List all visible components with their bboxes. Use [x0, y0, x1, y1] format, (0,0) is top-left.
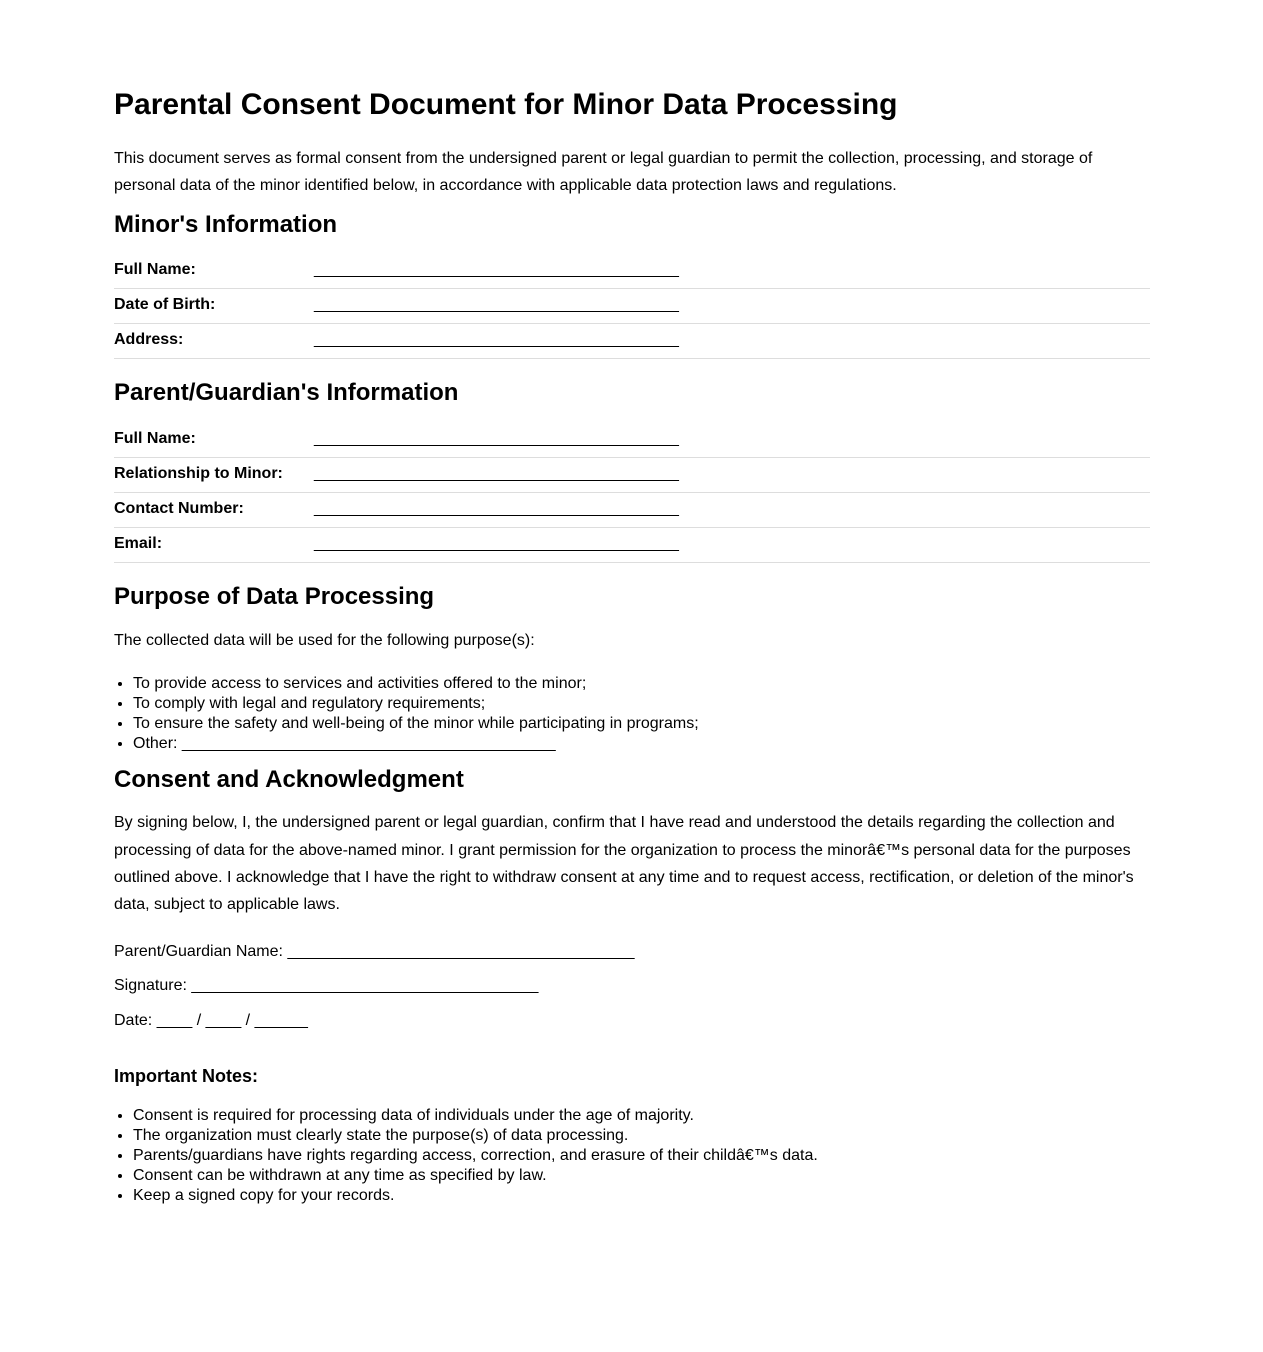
- list-item: • To provide access to services and activities offered to the minor;: [133, 674, 1150, 694]
- guardian-fields: [114, 423, 1150, 563]
- section-heading-purpose: Purpose of Data Processing: [114, 583, 435, 611]
- consent-paragraph: By signing below, I, the undersigned parent or legal guardian, confirm that I have read and understood the details regarding the collection and processing of data for the above-named minor. I grant permission for the organization to process the minorâ€™s personal data for the purposes outlined above. I acknowledge that I have the right to withdraw consent at any time and to request access, rectification, or deletion of the minor's data, subject to applicable laws.: [114, 814, 1134, 913]
- purpose-list: [114, 674, 1150, 754]
- field-blank-line: _________________________________________: [314, 331, 679, 349]
- field-row-guardian-email: [114, 528, 1150, 563]
- field-label: Email:: [114, 535, 163, 553]
- signature-block: [114, 942, 1150, 1030]
- field-label: Contact Number:: [114, 500, 244, 518]
- field-label: Date of Birth:: [114, 296, 216, 314]
- notes-heading: Important Notes:: [114, 1065, 258, 1086]
- signature-name-label: Parent/Guardian Name:: [114, 943, 283, 961]
- field-row-minor-address: [114, 324, 1150, 359]
- field-label: Relationship to Minor:: [114, 465, 283, 483]
- section-heading-minor: Minor's Information: [114, 210, 338, 238]
- field-blank-line: _________________________________________: [314, 500, 679, 518]
- field-blank-line: _________________________________________: [314, 430, 679, 448]
- signature-date-row: [114, 1011, 1150, 1030]
- section-heading-consent: Consent and Acknowledgment: [114, 765, 464, 793]
- field-label: Full Name:: [114, 261, 196, 279]
- list-item: • The organization must clearly state the purpose(s) of data processing.: [133, 1126, 1150, 1146]
- notes-list: [114, 1106, 1150, 1206]
- field-label: Address:: [114, 331, 184, 349]
- signature-blank-line: _______________________________________: [191, 977, 539, 995]
- field-row-guardian-full-name: [114, 423, 1150, 458]
- signature-label: Signature:: [114, 977, 187, 995]
- field-blank-line: _________________________________________: [314, 261, 679, 279]
- signature-sign-row: [114, 976, 1150, 995]
- list-item: • Consent is required for processing data of individuals under the age of majority.: [133, 1106, 1150, 1126]
- field-row-minor-full-name: [114, 254, 1150, 289]
- purpose-lead: The collected data will be used for the following purpose(s):: [114, 631, 535, 649]
- list-item: • Parents/guardians have rights regarding access, correction, and erasure of their childâ€™s data.: [133, 1146, 1150, 1166]
- list-item-other-blank-line: • Other: __________________________________________: [133, 734, 1150, 754]
- field-row-minor-date-of-birth: [114, 289, 1150, 324]
- field-row-guardian-contact-number: [114, 493, 1150, 528]
- intro-paragraph: This document serves as formal consent from the undersigned parent or legal guardian to permit the collection, processing, and storage of personal data of the minor identified below, in accordance with applicable data protection laws and regulations.: [114, 149, 1093, 194]
- list-item: • Consent can be withdrawn at any time as specified by law.: [133, 1166, 1150, 1186]
- field-label: Full Name:: [114, 430, 196, 448]
- date-blank-line: ____ / ____ / ______: [156, 1011, 308, 1029]
- signature-name-row: [114, 942, 1150, 961]
- list-item: • Keep a signed copy for your records.: [133, 1186, 1150, 1206]
- section-heading-guardian: Parent/Guardian's Information: [114, 379, 459, 407]
- document-title: Parental Consent Document for Minor Data Processing: [114, 88, 898, 121]
- list-item: • To comply with legal and regulatory requirements;: [133, 694, 1150, 714]
- field-blank-line: _________________________________________: [314, 296, 679, 314]
- document-page: [114, 0, 1150, 1342]
- field-blank-line: _________________________________________: [314, 535, 679, 553]
- list-item: • To ensure the safety and well-being of the minor while participating in programs;: [133, 714, 1150, 734]
- date-label: Date:: [114, 1011, 153, 1029]
- field-blank-line: _________________________________________: [314, 465, 679, 483]
- signature-name-blank-line: _______________________________________: [287, 943, 635, 961]
- field-row-guardian-relationship: [114, 458, 1150, 493]
- minor-fields: [114, 254, 1150, 359]
